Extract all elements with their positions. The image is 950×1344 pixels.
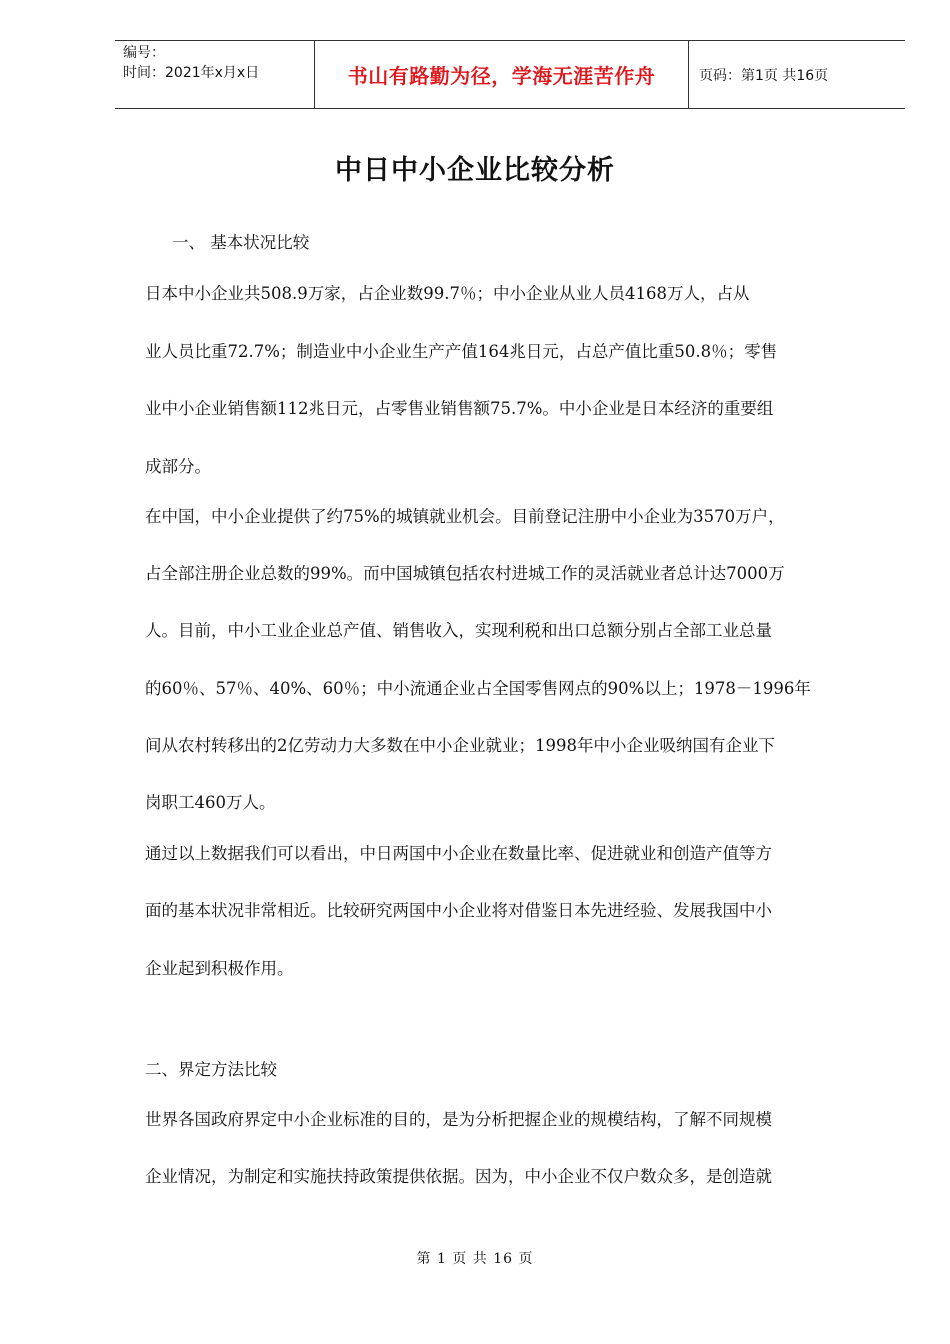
paragraph-line: 企业起到积极作用。 xyxy=(145,959,294,978)
header-meta xyxy=(115,41,315,108)
paragraph-line: 日本中小企业共508.9万家，占企业数99.7％；中小企业从业人员4168万人，占从 xyxy=(145,284,750,303)
paragraph-line: 占全部注册企业总数的99%。而中国城镇包括农村进城工作的灵活就业者总计达7000万 xyxy=(145,564,785,583)
paragraph-line: 在中国，中小企业提供了约75%的城镇就业机会。目前登记注册中小企业为3570万户， xyxy=(145,507,785,526)
paragraph-line: 业中小企业销售额112兆日元，占零售业销售额75.7%。中小企业是日本经济的重要组 xyxy=(145,399,774,418)
time-label: 时间：2021年x月x日 xyxy=(123,65,260,81)
header-page-cell xyxy=(689,41,905,108)
section-heading-2: 二、界定方法比较 xyxy=(145,1060,277,1079)
paragraph-line: 世界各国政府界定中小企业标准的目的，是为分析把握企业的规模结构，了解不同规模 xyxy=(145,1110,772,1129)
paragraph-line: 企业情况，为制定和实施扶持政策提供依据。因为，中小企业不仅户数众多，是创造就 xyxy=(145,1167,772,1186)
paragraph-line: 成部分。 xyxy=(145,457,211,476)
motto: 书山有路勤为径，学海无涯苦作舟 xyxy=(347,64,656,88)
page-footer: 第 1 页 共 16 页 xyxy=(416,1251,534,1267)
header-motto-cell xyxy=(315,41,689,108)
section-heading-1: 一、 基本状况比较 xyxy=(172,233,310,252)
page-title: 中日中小企业比较分析 xyxy=(335,155,615,186)
paragraph-line: 通过以上数据我们可以看出，中日两国中小企业在数量比率、促进就业和创造产值等方 xyxy=(145,844,772,863)
number-label: 编号： xyxy=(123,45,165,61)
page-info: 页码：第1页 共16页 xyxy=(699,67,829,84)
paragraph-line: 的60％、57％、40%、60％；中小流通企业占全国零售网点的90%以上；1978－1996年 xyxy=(145,679,811,698)
document-header xyxy=(115,40,905,109)
paragraph-line: 人。目前，中小工业企业总产值、销售收入，实现利税和出口总额分别占全部工业总量 xyxy=(145,621,772,640)
paragraph-line: 面的基本状况非常相近。比较研究两国中小企业将对借鉴日本先进经验、发展我国中小 xyxy=(145,901,772,920)
paragraph-line: 间从农村转移出的2亿劳动力大多数在中小企业就业；1998年中小企业吸纳国有企业下 xyxy=(145,736,775,755)
paragraph-line: 岗职工460万人。 xyxy=(145,793,276,812)
paragraph-line: 业人员比重72.7%；制造业中小企业生产产值164兆日元，占总产值比重50.8％；零售 xyxy=(145,342,778,361)
